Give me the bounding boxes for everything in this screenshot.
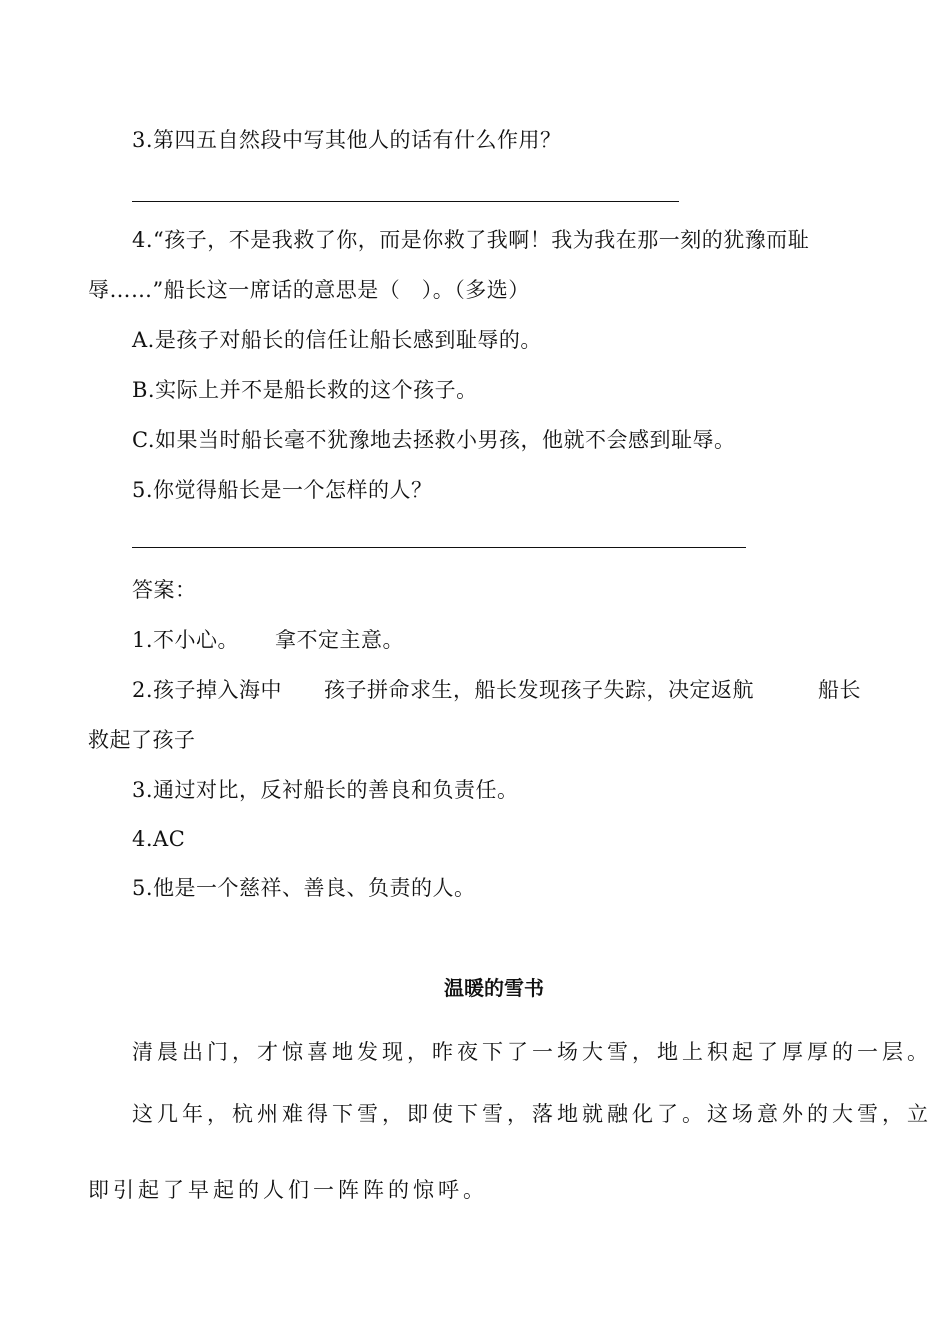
answer-1 [132,625,404,655]
answer-2-part-2: 孩子拼命求生，船长发现孩子失踪，决定返航 [324,678,754,702]
answer-1-part-2: 拿不定主意。 [275,628,405,652]
answer-blank-line-q3 [132,201,679,202]
question-4-option-b: B.实际上并不是船长救的这个孩子。 [132,378,478,402]
passage-paragraph-2-line-2: 即引起了早起的人们一阵阵的惊呼。 [88,1178,488,1202]
question-4-line-1: 4.“孩子，不是我救了你，而是你救了我啊！我为我在那一刻的犹豫而耻 [132,228,810,252]
passage-paragraph-1: 清晨出门，才惊喜地发现，昨夜下了一场大雪，地上积起了厚厚的一层。 [132,1040,932,1064]
answer-5: 5.他是一个慈祥、善良、负责的人。 [132,876,476,900]
question-4-line-2: 辱……”船长这一席话的意思是（ ）。（多选） [88,278,530,302]
answer-blank-line-q5 [132,547,746,548]
question-4-option-c: C.如果当时船长毫不犹豫地去拯救小男孩，他就不会感到耻辱。 [132,428,736,452]
question-3: 3.第四五自然段中写其他人的话有什么作用？ [132,128,562,152]
question-5: 5.你觉得船长是一个怎样的人？ [132,478,433,502]
answer-4: 4.AC [132,827,186,851]
answer-2-part-1: 2.孩子掉入海中 [132,678,283,702]
question-4-option-a: A.是孩子对船长的信任让船长感到耻辱的。 [132,328,542,352]
passage-title: 温暖的雪书 [444,976,544,1000]
answer-2-part-3: 船长 [818,678,861,702]
answer-1-part-1: 1.不小心。 [132,628,240,652]
passage-paragraph-2-line-1: 这几年，杭州难得下雪，即使下雪，落地就融化了。这场意外的大雪，立 [132,1102,932,1126]
answer-3: 3.通过对比，反衬船长的善良和负责任。 [132,778,519,802]
answer-2-line-2: 救起了孩子 [88,728,196,752]
answers-heading: 答案： [132,578,197,602]
